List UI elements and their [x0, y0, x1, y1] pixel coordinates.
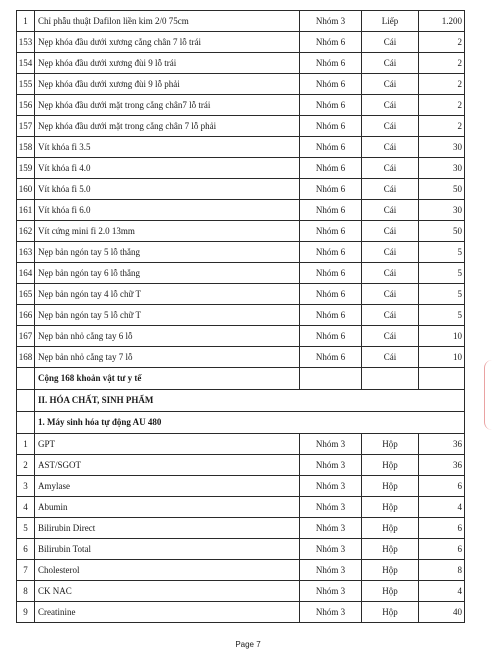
item-name: Nẹp khóa đầu dưới mặt trong cẳng chân 7 lỗ phải	[35, 116, 300, 137]
item-group: Nhóm 6	[300, 305, 362, 326]
row-number: 156	[17, 95, 35, 116]
table-row	[17, 242, 465, 263]
item-quantity: 6	[419, 518, 465, 539]
table-row	[17, 74, 465, 95]
row-number: 168	[17, 347, 35, 368]
row-number: 2	[17, 455, 35, 476]
row-number: 154	[17, 53, 35, 74]
item-group: Nhóm 6	[300, 179, 362, 200]
item-group: Nhóm 6	[300, 137, 362, 158]
item-name: Vít khóa fi 5.0	[35, 179, 300, 200]
table-row	[17, 455, 465, 476]
table-row	[17, 53, 465, 74]
item-quantity: 36	[419, 434, 465, 455]
item-group: Nhóm 6	[300, 32, 362, 53]
item-unit: Cái	[362, 242, 419, 263]
item-name: GPT	[35, 434, 300, 455]
item-quantity: 8	[419, 560, 465, 581]
item-quantity: 2	[419, 116, 465, 137]
item-group: Nhóm 6	[300, 263, 362, 284]
item-group: Nhóm 6	[300, 116, 362, 137]
item-unit: Cái	[362, 53, 419, 74]
row-number: 4	[17, 497, 35, 518]
table-row	[17, 11, 465, 32]
item-quantity: 36	[419, 455, 465, 476]
item-group: Nhóm 6	[300, 221, 362, 242]
table-row	[17, 200, 465, 221]
item-quantity: 4	[419, 497, 465, 518]
table-row	[17, 539, 465, 560]
item-quantity: 30	[419, 137, 465, 158]
item-name: Vít khóa fi 4.0	[35, 158, 300, 179]
row-number: 3	[17, 476, 35, 497]
item-quantity: 1.200	[419, 11, 465, 32]
item-unit: Cái	[362, 32, 419, 53]
red-stamp-edge	[484, 360, 496, 430]
item-name: AST/SGOT	[35, 455, 300, 476]
item-quantity: 5	[419, 284, 465, 305]
item-name: Nẹp bản nhỏ cẳng tay 6 lỗ	[35, 326, 300, 347]
item-quantity: 5	[419, 305, 465, 326]
row-number: 8	[17, 581, 35, 602]
item-name: Nẹp bản ngón tay 6 lỗ thẳng	[35, 263, 300, 284]
table-row	[17, 263, 465, 284]
table-row	[17, 221, 465, 242]
item-unit: Cái	[362, 347, 419, 368]
table-row	[17, 581, 465, 602]
item-name: Abumin	[35, 497, 300, 518]
item-unit: Cái	[362, 74, 419, 95]
item-unit: Hộp	[362, 434, 419, 455]
item-group: Nhóm 3	[300, 518, 362, 539]
item-group: Nhóm 3	[300, 602, 362, 623]
table-row	[17, 158, 465, 179]
item-group: Nhóm 6	[300, 74, 362, 95]
row-number: 9	[17, 602, 35, 623]
item-quantity: 10	[419, 347, 465, 368]
item-name: Nẹp khóa đầu dưới mặt trong cẳng chân7 lỗ trái	[35, 95, 300, 116]
item-unit: Cái	[362, 95, 419, 116]
item-group: Nhóm 3	[300, 560, 362, 581]
item-unit: Hộp	[362, 476, 419, 497]
row-number: 1	[17, 11, 35, 32]
item-quantity: 6	[419, 476, 465, 497]
item-group: Nhóm 6	[300, 158, 362, 179]
item-quantity: 6	[419, 539, 465, 560]
section-row	[17, 390, 465, 412]
table-row	[17, 476, 465, 497]
row-number: 162	[17, 221, 35, 242]
item-group: Nhóm 3	[300, 476, 362, 497]
row-number: 160	[17, 179, 35, 200]
item-group: Nhóm 6	[300, 284, 362, 305]
item-unit: Cái	[362, 305, 419, 326]
item-group: Nhóm 6	[300, 326, 362, 347]
row-number: 7	[17, 560, 35, 581]
item-group: Nhóm 6	[300, 95, 362, 116]
item-unit: Hộp	[362, 602, 419, 623]
item-name: Bilirubin Total	[35, 539, 300, 560]
table-row	[17, 137, 465, 158]
row-number: 163	[17, 242, 35, 263]
row-number: 6	[17, 539, 35, 560]
item-unit: Cái	[362, 284, 419, 305]
item-quantity: 2	[419, 95, 465, 116]
item-name: Chỉ phẫu thuật Dafilon liền kim 2/0 75cm	[35, 11, 300, 32]
item-unit: Cái	[362, 137, 419, 158]
item-name: Nẹp khóa đầu dưới xương đùi 9 lỗ trái	[35, 53, 300, 74]
subsection-title: 1. Máy sinh hóa tự động AU 480	[35, 412, 465, 434]
subsection-row	[17, 412, 465, 434]
table-row	[17, 434, 465, 455]
item-group: Nhóm 3	[300, 581, 362, 602]
item-unit: Cái	[362, 158, 419, 179]
table-row	[17, 305, 465, 326]
total-row	[17, 368, 465, 390]
item-unit: Hộp	[362, 497, 419, 518]
item-quantity: 2	[419, 32, 465, 53]
item-quantity: 40	[419, 602, 465, 623]
item-group: Nhóm 3	[300, 455, 362, 476]
item-quantity: 30	[419, 158, 465, 179]
item-unit: Hộp	[362, 539, 419, 560]
row-number: 166	[17, 305, 35, 326]
item-group: Nhóm 3	[300, 11, 362, 32]
row-number: 157	[17, 116, 35, 137]
table-row	[17, 497, 465, 518]
section-title: II. HÓA CHẤT, SINH PHẨM	[35, 390, 465, 412]
item-unit: Hộp	[362, 455, 419, 476]
row-number: 1	[17, 434, 35, 455]
item-name: Cholesterol	[35, 560, 300, 581]
item-quantity: 5	[419, 263, 465, 284]
total-row-label: Cộng 168 khoản vật tư y tế	[35, 368, 300, 390]
table-row	[17, 518, 465, 539]
item-unit: Cái	[362, 116, 419, 137]
item-unit: Hộp	[362, 581, 419, 602]
row-number: 153	[17, 32, 35, 53]
item-quantity: 50	[419, 221, 465, 242]
item-group: Nhóm 6	[300, 347, 362, 368]
row-number: 155	[17, 74, 35, 95]
table-row	[17, 32, 465, 53]
item-unit: Cái	[362, 179, 419, 200]
item-name: Creatinine	[35, 602, 300, 623]
row-number: 164	[17, 263, 35, 284]
item-unit: Liếp	[362, 11, 419, 32]
item-unit: Cái	[362, 263, 419, 284]
item-quantity: 50	[419, 179, 465, 200]
item-unit: Cái	[362, 200, 419, 221]
item-group: Nhóm 6	[300, 200, 362, 221]
item-group: Nhóm 3	[300, 434, 362, 455]
item-quantity: 5	[419, 242, 465, 263]
row-number: 5	[17, 518, 35, 539]
item-name: Vít khóa fi 3.5	[35, 137, 300, 158]
supplies-table	[16, 10, 465, 623]
item-name: CK NAC	[35, 581, 300, 602]
table-row	[17, 602, 465, 623]
item-unit: Cái	[362, 326, 419, 347]
item-name: Nẹp bản ngón tay 4 lỗ chữ T	[35, 284, 300, 305]
table-row	[17, 326, 465, 347]
row-number: 158	[17, 137, 35, 158]
item-name: Nẹp khóa đầu dưới xương cẳng chân 7 lỗ trái	[35, 32, 300, 53]
item-name: Nẹp bản nhỏ cẳng tay 7 lỗ	[35, 347, 300, 368]
item-name: Nẹp bản ngón tay 5 lỗ thẳng	[35, 242, 300, 263]
item-unit: Hộp	[362, 518, 419, 539]
table-row	[17, 179, 465, 200]
table-row	[17, 560, 465, 581]
row-number: 159	[17, 158, 35, 179]
item-quantity: 2	[419, 74, 465, 95]
item-quantity: 2	[419, 53, 465, 74]
table-row	[17, 347, 465, 368]
row-number: 165	[17, 284, 35, 305]
item-group: Nhóm 3	[300, 497, 362, 518]
item-name: Amylase	[35, 476, 300, 497]
table-row	[17, 116, 465, 137]
item-quantity: 30	[419, 200, 465, 221]
item-unit: Cái	[362, 221, 419, 242]
item-group: Nhóm 3	[300, 539, 362, 560]
item-quantity: 10	[419, 326, 465, 347]
row-number: 161	[17, 200, 35, 221]
item-name: Nẹp khóa đầu dưới xương đùi 9 lỗ phải	[35, 74, 300, 95]
item-name: Bilirubin Direct	[35, 518, 300, 539]
table-row	[17, 284, 465, 305]
row-number: 167	[17, 326, 35, 347]
item-quantity: 4	[419, 581, 465, 602]
table-row	[17, 95, 465, 116]
item-unit: Hộp	[362, 560, 419, 581]
item-group: Nhóm 6	[300, 242, 362, 263]
item-name: Vít cứng mini fi 2.0 13mm	[35, 221, 300, 242]
item-group: Nhóm 6	[300, 53, 362, 74]
page-footer: Page 7	[235, 640, 261, 649]
item-name: Nẹp bản ngón tay 5 lỗ chữ T	[35, 305, 300, 326]
item-name: Vít khóa fi 6.0	[35, 200, 300, 221]
